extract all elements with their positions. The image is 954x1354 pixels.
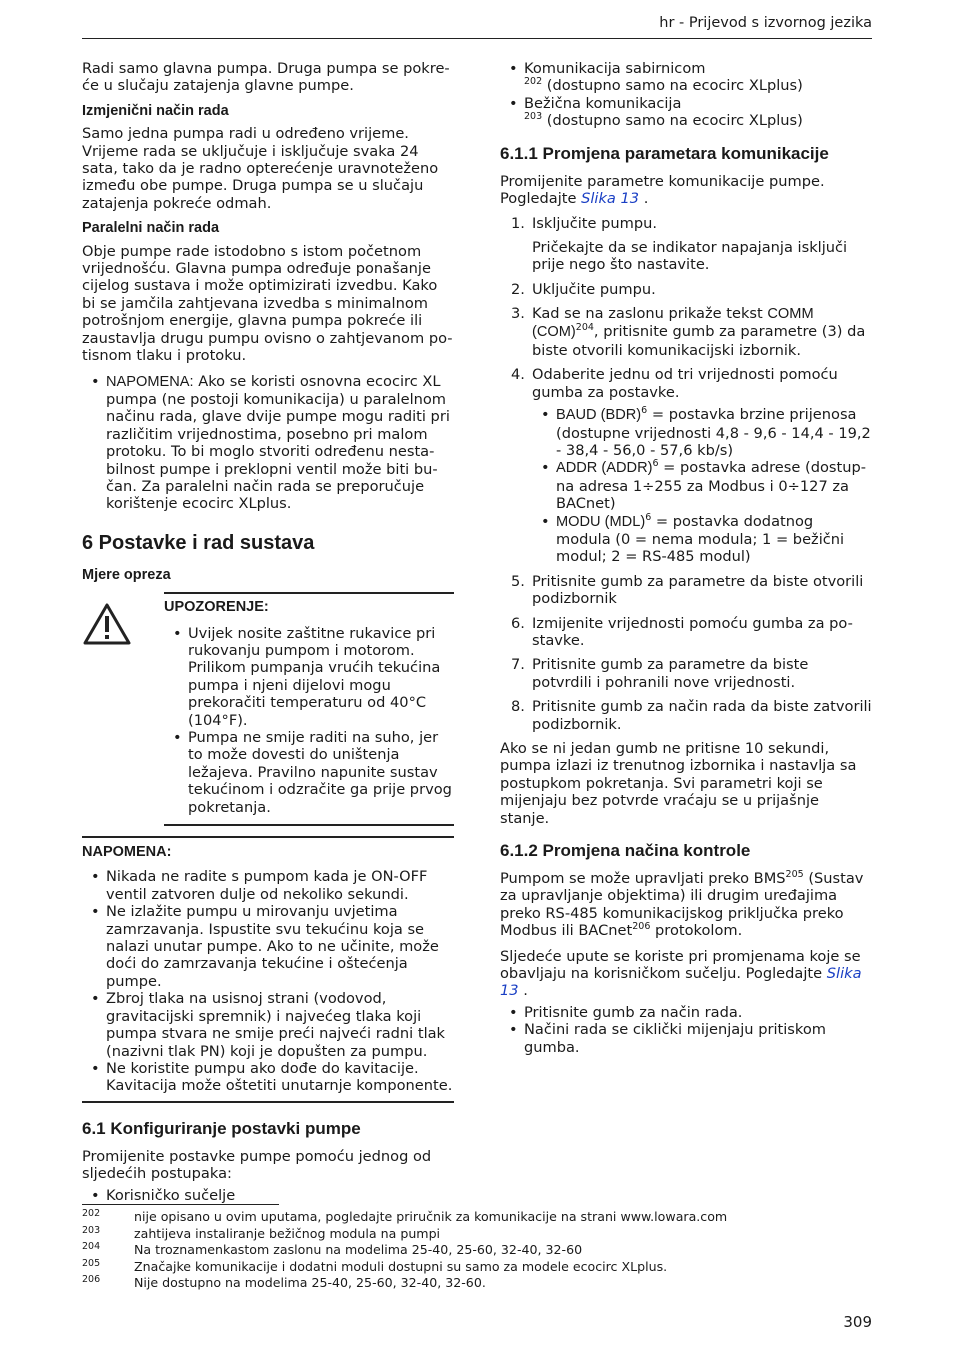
step-item — [500, 305, 872, 359]
footnote-ref: 202 — [524, 76, 543, 88]
footnote-ref: 203 — [524, 111, 543, 123]
list-item — [532, 459, 872, 512]
step-item — [500, 573, 872, 608]
display-keyword: MODU (MDL) — [556, 513, 646, 530]
list-item: • Pumpa ne smije raditi na suho, jer to može dovesti do uništenja ležajeva. Pravilno napunite sustav tekućinom i odzračite ga prije prvog pokretanja. — [164, 729, 454, 816]
section-6-1-text: Promijenite postavke pumpe pomoću jednog od sljedećih postupaka: — [82, 1147, 432, 1183]
step-text: Uključite pumpu. — [532, 280, 656, 298]
napomena-text: Ako se koristi osnovna ecocirc XL pumpa (ne postoji komunikacija) u paralelnom načinu rada, glave dvije pumpe mogu raditi pri različitim vrijednostima, posebno pri malom protoku. To bi moglo stvoriti određenu nesta-bilnost pumpe i preklopni ventil može biti bu-čan. Za paralelni način rada se preporučuje korištenje ecocirc XLplus. — [106, 372, 450, 513]
step-number: 3. — [511, 305, 525, 323]
footnote-number: 203 — [82, 1224, 101, 1236]
step-number: 7. — [511, 656, 525, 674]
list-item: • Pritisnite gumb za način rada. — [500, 1004, 872, 1021]
footnote-number: 204 — [82, 1241, 101, 1252]
izmjenicni-heading: Izmjenični način rada — [82, 102, 229, 119]
list-item — [82, 373, 454, 513]
footnote-ref: 205 — [785, 869, 804, 881]
warning-content — [164, 592, 454, 826]
step-text: Pritisnite gumb za parametre da biste potvrdili i pohranili nove vrijednosti. — [532, 656, 809, 691]
izmjenicni-text: Samo jedna pumpa radi u određeno vrijeme. Vrijeme rada se uključuje i isključuje svaka 24 sata, tako da je radno opterećenje uravnoteženo između obe pumpe. Druga pumpa se u slučaju zatajenja pokreće odmah. — [82, 125, 439, 212]
left-column — [82, 60, 454, 1204]
wireless-item-note: (dostupno samo na ecocirc XLplus) — [542, 112, 803, 130]
step-item — [500, 615, 872, 650]
wireless-item-label: Bežična komunikacija — [524, 94, 682, 112]
step-text: Pritisnite gumb za parametre da biste otvorili podizbornik — [532, 572, 864, 608]
steps-list — [500, 215, 872, 733]
step-number: 4. — [511, 366, 525, 384]
footnote-text: nije opisano u ovim uputama, pogledajte priručnik za komunikacije na strani www.lowara.com — [134, 1209, 728, 1224]
section-6-1-1-title: 6.1.1 Promjena parametara komunikacije — [500, 143, 829, 163]
napomena-keyword: NAPOMENA: — [106, 373, 194, 390]
right-column — [500, 60, 872, 1064]
item-text: = postavka dodatnog modula (0 = nema modula; 1 = bežični modul; 2 = RS-485 modul) — [556, 512, 845, 566]
note-block — [82, 836, 454, 1103]
list-item — [532, 513, 872, 566]
step-number: 2. — [511, 280, 525, 298]
list-item: • Načini rada se ciklički mijenjaju pritiskom gumba. — [500, 1021, 872, 1056]
list-item: • Korisničko sučelje — [82, 1187, 454, 1204]
step-number: 6. — [511, 614, 525, 632]
list-item — [500, 60, 872, 95]
step-item — [500, 281, 872, 298]
item-text: = postavka brzine prijenosa (dostupne vrijednosti 4,8 - 9,6 - 14,4 - 19,2 - 38,4 - 56,0 - 57,6 kb/s) — [556, 406, 871, 459]
note-title: NAPOMENA: — [82, 844, 172, 861]
footnote-ref: 204 — [575, 322, 594, 334]
step-number: 8. — [511, 698, 525, 716]
footnote — [82, 1275, 882, 1292]
step-number: 5. — [511, 572, 525, 590]
step-item — [500, 366, 872, 565]
text-span: protokolom. — [650, 922, 743, 940]
figure-link[interactable]: Slika 13 — [500, 965, 862, 1000]
page-header: hr - Prijevod s izvornog jezika — [659, 15, 872, 31]
footnote-text: zahtijeva instaliranje bežičnog modula na pumpi — [134, 1225, 441, 1241]
warning-block — [82, 592, 454, 826]
text-span: Sljedeće upute se koriste pri promjenama koje se obavljaju na korisničkom sučelju. Pogledajte — [500, 947, 861, 983]
section-6-1-2-para2 — [500, 948, 872, 1000]
paralelni-text: Obje pumpe rade istodobno s istom početnom vrijednošću. Glavna pumpa određuje ponašanje cijelog sustava i može optimizirati izvedbu. Kako bi se jamčila zahtjevana izvedba s minimalnom potrošnjom energije, glavna pumpa pokreće ili zaustavlja drugu pumpu ovisno o zahtjevanom po-tisnom tlaku i protoku. — [82, 242, 453, 365]
header-rule — [82, 38, 872, 39]
figure-link[interactable]: Slika 13 — [581, 190, 640, 208]
footnote-text: Značajke komunikacije i dodatni moduli dostupni su samo za modele ecocirc XLplus. — [134, 1258, 668, 1274]
step-text: Kad se na zaslonu prikaže tekst — [532, 305, 768, 323]
paralelni-note-list — [82, 373, 454, 513]
step-item — [500, 698, 872, 733]
step-number: 1. — [511, 215, 525, 233]
section-6-title: 6 Postavke i rad sustava — [82, 531, 315, 554]
bus-item-note: (dostupno samo na ecocirc XLplus) — [542, 77, 803, 95]
paralelni-heading: Paralelni način rada — [82, 220, 220, 237]
text-span: Promijenite parametre komunikacije pumpe. Pogledajte — [500, 172, 825, 208]
step-text: Pritisnite gumb za način rada da biste zatvorili podizbornik. — [532, 698, 872, 733]
page-number: 309 — [843, 1313, 872, 1331]
footnote-text: Nije dostupno na modelima 25-40, 25-60, 32-40, 32-60. — [134, 1275, 486, 1290]
list-item: • Zbroj tlaka na usisnoj strani (vodovod, gravitacijski spremnik) i najvećeg tlaka koji pumpa stvara ne smije preći najveći radni tlak (nazivni tlak PN) koji je dopušten za pumpu. — [82, 990, 454, 1060]
warning-title: UPOZORENJE: — [164, 599, 269, 616]
step-text: , pritisnite gumb za parametre (3) da biste otvorili komunikacijski izbornik. — [532, 323, 866, 359]
step-text: Izmijenite vrijednosti pomoću gumba za po-stavke. — [532, 614, 853, 649]
step-text: Odaberite jednu od tri vrijednosti pomoću gumba za postavke. — [532, 366, 838, 401]
footnote-ref: 6 — [641, 405, 648, 417]
list-item — [500, 95, 872, 130]
footnote-ref: 206 — [632, 921, 651, 933]
display-keyword: ADDR (ADDR) — [556, 460, 653, 477]
text-span: . — [639, 190, 649, 208]
section-6-1-1-text — [500, 173, 872, 208]
footnote-ref: 6 — [652, 458, 659, 470]
step-text: Isključite pumpu. — [532, 215, 658, 233]
list-item: • Uvijek nosite zaštitne rukavice pri rukovanju pumpom i motorom. Prilikom pumpanja vrućih tekućina pumpa i njeni dijelovi mogu prekoračiti temperaturu od 40°C (104°F). — [164, 625, 454, 729]
display-keyword: COMM (COM) — [532, 306, 814, 341]
footnote-number: 205 — [82, 1257, 101, 1269]
mjere-opreza-heading: Mjere opreza — [82, 566, 171, 583]
footnote — [82, 1259, 882, 1276]
list-item — [532, 406, 872, 459]
footnote-text: Na troznamenkastom zaslonu na modelima 25-40, 25-60, 32-40, 32-60 — [134, 1242, 583, 1257]
text-span: . — [518, 982, 528, 1000]
list-item: • Nikada ne radite s pumpom kada je ON-OFF ventil zatvoren dulje od nekoliko sekundi. — [82, 868, 454, 903]
intro-text: Radi samo glavna pumpa. Druga pumpa se pokre-će u slučaju zatajenja glavne pumpe. — [82, 60, 450, 95]
after-steps-text: Ako se ni jedan gumb ne pritisne 10 sekundi, pumpa izlazi iz trenutnog izbornika i nastavlja sa postupkom pokretanja. Svi parametri koji se mijenjaju bez potvrde vraćaju se u prijašnje stanje. — [500, 740, 857, 827]
item-text: = postavka adrese (dostup-na adresa 1÷255 za Modbus i 0÷127 za BACnet) — [556, 459, 866, 513]
step-subtext: Pričekajte da se indikator napajanja isključi prije nego što nastavite. — [532, 238, 848, 274]
warning-triangle-icon — [82, 592, 164, 826]
footnote-ref: 6 — [645, 511, 652, 523]
footnote — [82, 1226, 882, 1243]
text-span: Pumpom se može upravljati preko BMS — [500, 870, 786, 888]
footnote-number: 202 — [82, 1208, 101, 1219]
step-item — [500, 656, 872, 691]
footnote — [82, 1209, 882, 1226]
display-keyword: BAUD (BDR) — [556, 407, 642, 424]
footnote-number: 206 — [82, 1274, 101, 1285]
list-item: • Ne koristite pumpu ako dođe do kavitacije. Kavitacija može oštetiti unutarnje komponente. — [82, 1060, 454, 1095]
section-6-1-2-title: 6.1.2 Promjena načina kontrole — [500, 841, 751, 861]
section-6-1-title: 6.1 Konfiguriranje postavki pumpe — [82, 1118, 361, 1138]
list-item: • Ne izlažite pumpu u mirovanju uvjetima zamrzavanja. Ispustite svu tekućinu koja se nalazi unutar pumpe. Ako to ne učinite, može doći do zamrzavanja tekućine i oštećenja pumpe. — [82, 903, 454, 990]
step-item — [500, 215, 872, 273]
bus-item-label: Komunikacija sabirnicom — [524, 60, 706, 77]
section-6-1-2-para1 — [500, 870, 872, 940]
footnote — [82, 1242, 882, 1259]
footnote-rule — [82, 1204, 279, 1205]
text-span: (Sustav za upravljanje objektima) ili drugim uređajima preko RS-485 komunikacijskog priključka preko Modbus ili BACnet — [500, 870, 864, 940]
footnotes — [82, 1209, 882, 1292]
